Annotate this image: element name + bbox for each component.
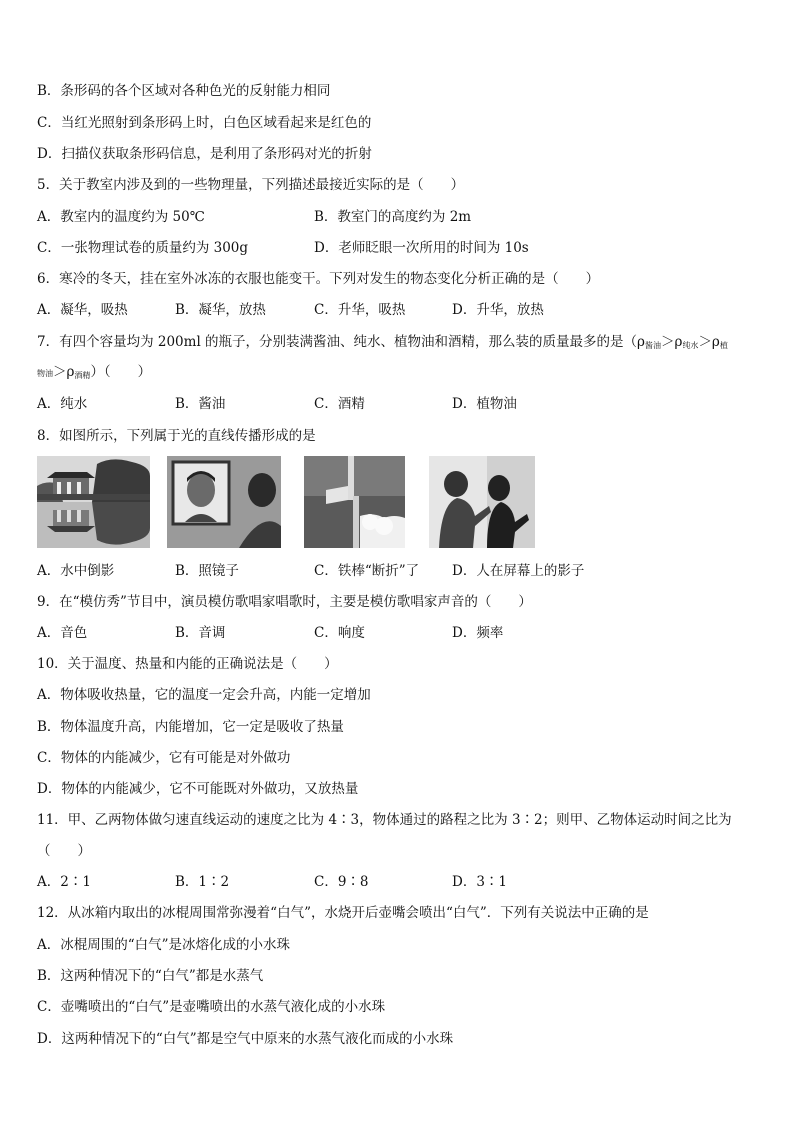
q5-option-b: B．教室门的高度约为 2m — [314, 209, 472, 225]
q11-stem: 11．甲、乙两物体做匀速直线运动的速度之比为 4∶3，物体通过的路程之比为 3∶2；则甲、乙物体运动时间之比为 — [37, 812, 732, 828]
q8-option-b: B．照镜子 — [175, 563, 239, 579]
q6-option-c: C．升华，吸热 — [314, 302, 406, 318]
q10-stem: 10．关于温度、热量和内能的正确说法是（ ） — [37, 656, 338, 672]
q12-option-c: C．壶嘴喷出的“白气”是壶嘴喷出的水蒸气液化成的小水珠 — [37, 999, 386, 1015]
q6-stem: 6．寒冷的冬天，挂在室外冰冻的衣服也能变干。下列对发生的物态变化分析正确的是（ ） — [37, 271, 600, 287]
q5-stem: 5．关于教室内涉及到的一些物理量，下列描述最接近实际的是（ ） — [37, 177, 465, 193]
q7-option-c: C．酒精 — [314, 396, 365, 412]
q8-option-a: A．水中倒影 — [37, 563, 115, 579]
q7-stem-line1: 7．有四个容量均为 200ml 的瓶子，分别装满酱油、纯水、植物油和酒精，那么装的质量最多的是（$\rho_{酱油}>\rho_{纯水}>\rho_植$ — [37, 334, 728, 350]
q5-option-d: D．老师眨眼一次所用的时间为 10s — [314, 240, 529, 256]
q10-option-d: D．物体的内能减少，它不可能既对外做功，又放热量 — [37, 781, 359, 797]
figure-water-reflection — [37, 456, 150, 548]
q8-stem: 8．如图所示，下列属于光的直线传播形成的是 — [37, 428, 316, 444]
q4-option-b: B．条形码的各个区域对各种色光的反射能力相同 — [37, 83, 331, 99]
q9-option-b: B．音调 — [175, 625, 226, 641]
q12-option-d: D．这两种情况下的“白气”都是空气中原来的水蒸气液化而成的小水珠 — [37, 1031, 454, 1047]
q9-option-a: A．音色 — [37, 625, 88, 641]
q11-option-d: D．3∶1 — [452, 874, 508, 890]
q5-option-a: A．教室内的温度约为 50℃ — [37, 209, 205, 225]
q4-option-c: C．当红光照射到条形码上时，白色区域看起来是红色的 — [37, 115, 372, 131]
q8-option-c: C．铁棒“断折”了 — [314, 563, 420, 579]
q9-option-c: C．响度 — [314, 625, 365, 641]
figure-shadow-on-screen — [429, 456, 535, 548]
q10-option-b: B．物体温度升高，内能增加，它一定是吸收了热量 — [37, 719, 344, 735]
figure-mirror — [167, 456, 281, 548]
q11-option-c: C．9∶8 — [314, 874, 369, 890]
q7-stem-line2: 物油$>\rho_{酒精}$）（ ） — [37, 364, 152, 380]
q6-option-a: A．凝华，吸热 — [37, 302, 128, 318]
q11-option-a: A．2∶1 — [37, 874, 91, 890]
q5-option-c: C．一张物理试卷的质量约为 300g — [37, 240, 249, 256]
q4-option-d: D．扫描仪获取条形码信息，是利用了条形码对光的折射 — [37, 146, 372, 162]
q9-stem: 9．在“模仿秀”节目中，演员模仿歌唱家唱歌时，主要是模仿歌唱家声音的（ ） — [37, 594, 532, 610]
q11-option-b: B．1∶2 — [175, 874, 230, 890]
q9-option-d: D．频率 — [452, 625, 504, 641]
q11-stem-blank: （ ） — [37, 843, 91, 859]
q12-stem: 12．从冰箱内取出的冰棍周围常弥漫着“白气”，水烧开后壶嘴会喷出“白气”．下列有关说法中正确的是 — [37, 905, 649, 921]
q12-option-b: B．这两种情况下的“白气”都是水蒸气 — [37, 968, 264, 984]
q10-option-c: C．物体的内能减少，它有可能是对外做功 — [37, 750, 291, 766]
q10-option-a: A．物体吸收热量，它的温度一定会升高，内能一定增加 — [37, 687, 371, 703]
q6-option-d: D．升华，放热 — [452, 302, 544, 318]
q12-option-a: A．冰棍周围的“白气”是冰熔化成的小水珠 — [37, 937, 291, 953]
figure-bent-rod — [304, 456, 405, 548]
q7-option-d: D．植物油 — [452, 396, 517, 412]
q7-option-b: B．酱油 — [175, 396, 226, 412]
q7-option-a: A．纯水 — [37, 396, 88, 412]
q6-option-b: B．凝华，放热 — [175, 302, 266, 318]
q8-option-d: D．人在屏幕上的影子 — [452, 563, 585, 579]
